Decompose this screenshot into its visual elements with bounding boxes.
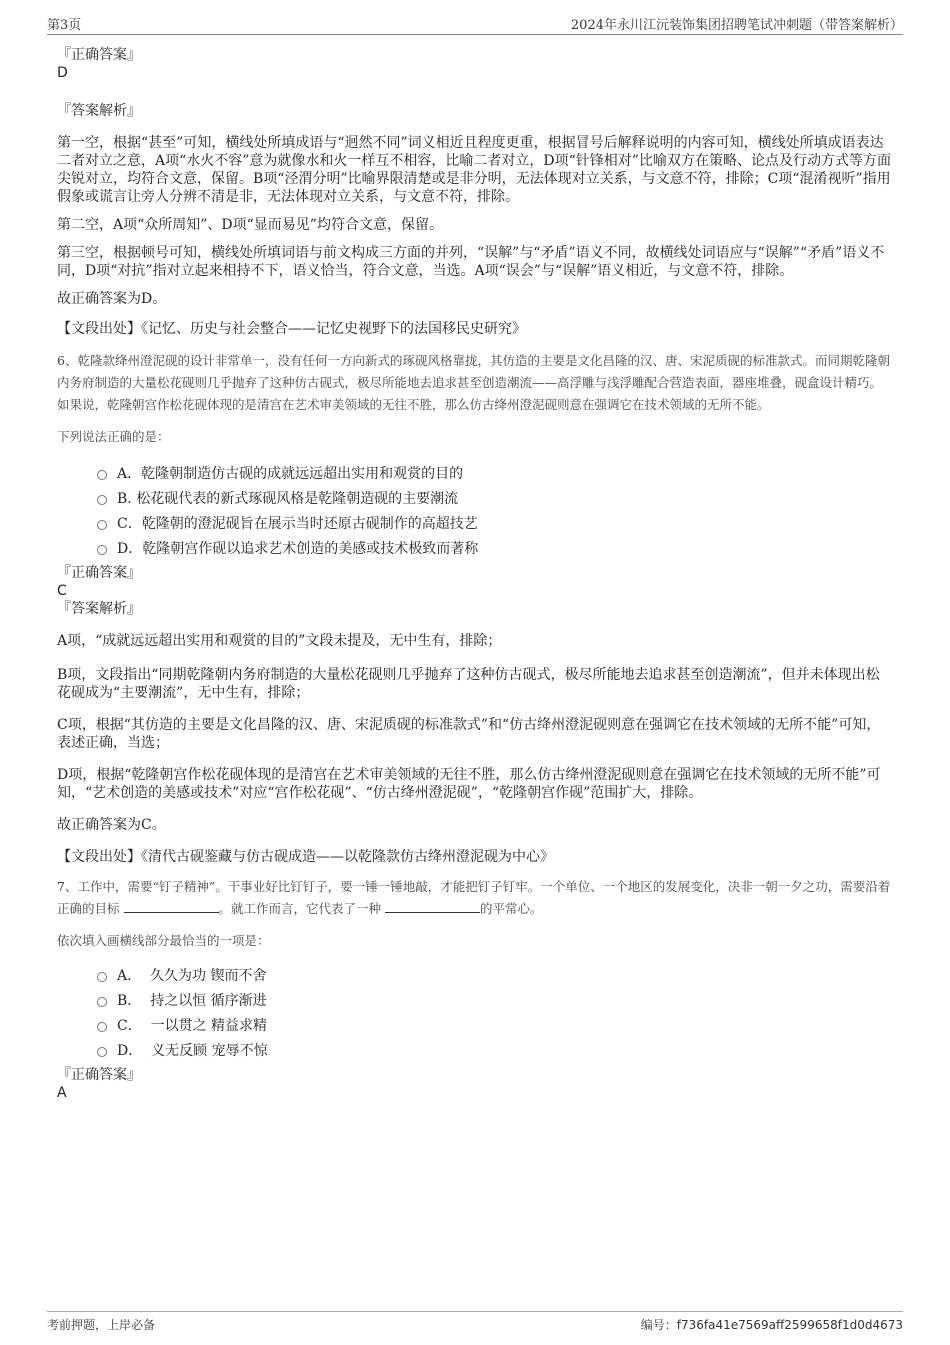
page-content [57,46,893,1102]
q5-source: 【文段出处】《记忆、历史与社会整合——记忆史视野下的法国移民史研究》 [57,321,526,337]
q6-option-c[interactable]: C．乾隆朝的澄泥砚旨在展示当时还原古砚制作的高超技艺 [97,510,893,535]
q6-source: 【文段出处】《清代古砚鉴藏与仿古砚成造——以乾隆款仿古绛州澄泥砚为中心》 [57,849,554,865]
q6-options [57,460,893,560]
q6-conclusion: 故正确答案为C。 [57,817,166,833]
q7-options [57,962,893,1062]
q6-answer: C [57,583,67,599]
q6-analysis-b: B项，文段指出“同期乾隆朝内务府制造的大量松花砚则几乎抛弃了这种仿古砚式，极尽所能地去追求甚至创造潮流”，但并未体现出松花砚成为“主要潮流”，无中生有，排除； [57,667,880,701]
radio-icon[interactable] [97,495,107,505]
q7-answer-label: 『正确答案』 [57,1067,141,1083]
radio-icon[interactable] [97,997,107,1007]
q6-option-b[interactable]: B. 松花砚代表的新式琢砚风格是乾隆朝造砚的主要潮流 [97,485,893,510]
document-title: 2024年永川江沅装饰集团招聘笔试冲刺题（带答案解析） [570,18,903,33]
radio-icon[interactable] [97,470,107,480]
q5-answer-label: 『正确答案』 [57,47,141,63]
q6-answer-label: 『正确答案』 [57,565,141,581]
q7-answer: A [57,1085,67,1101]
page-header [47,12,903,35]
q6-analysis-d: D项，根据“乾隆朝宫作松花砚体现的是清宫在艺术审美领域的无往不胜，那么仿古绛州澄泥砚则意在强调它在技术领域的无所不能”可知，“艺术创造的美感或技术”对应“宫作松花砚”、“仿古绛州澄泥砚”，“乾隆朝宫作砚”范围扩大，排除。 [57,767,881,801]
q6-option-d[interactable]: D．乾隆朝宫作砚以追求艺术创造的美感或技术极致而著称 [97,535,893,560]
q7-prompt: 依次填入画横线部分最恰当的一项是： [57,933,270,948]
radio-icon[interactable] [97,972,107,982]
q6-analysis-a: A项，“成就远远超出实用和观赏的目的”文段未提及，无中生有，排除； [57,633,502,649]
q7-stem: 7、工作中，需要“钉子精神”。干事业好比钉钉子，要一锤一锤地敲，才能把钉子钉牢。一个单位、一个地区的发展变化，决非一朝一夕之功，需要沿着正确的目标 。就工作而言，它代表了一种 的平常心。 [57,879,891,916]
radio-icon[interactable] [97,545,107,555]
q6-analysis-c: C项，根据“其仿造的主要是文化昌隆的汉、唐、宋泥质砚的标准款式”和“仿古绛州澄泥砚则意在强调它在技术领域的无所不能”可知，表述正确，当选； [57,717,881,751]
fill-blank-2 [385,900,480,913]
q6-option-a[interactable]: A．乾隆朝制造仿古砚的成就远远超出实用和观赏的目的 [97,460,893,485]
radio-icon[interactable] [97,520,107,530]
q7-option-a[interactable]: A． 久久为功 锲而不舍 [97,962,893,987]
q7-option-c[interactable]: C． 一以贯之 精益求精 [97,1012,893,1037]
fill-blank-1 [124,900,219,913]
q6-stem: 6、乾隆款绛州澄泥砚的设计非常单一，没有任何一方向新式的琢砚风格靠拢，其仿造的主要是文化昌隆的汉、唐、宋泥质砚的标准款式。而同期乾隆朝内务府制造的大量松花砚则几乎抛弃了这种仿古砚式，极尽所能地去追求甚至创造潮流——高浮雕与浅浮雕配合营造表面，器座堆叠，砚盒设计精巧。如果说，乾隆朝宫作松花砚体现的是清宫在艺术审美领域的无往不胜，那么仿古绛州澄泥砚则意在强调它在技术领域的无所不能。 [57,353,890,412]
q5-analysis-blank2: 第二空，A项“众所周知”、D项“显而易见”均符合文意，保留。 [57,217,443,233]
q5-analysis-blank3: 第三空，根据顿号可知，横线处所填词语与前文构成三方面的并列，“误解”与“矛盾”语义不同，故横线处词语应与“误解”“矛盾”语义不同，D项“对抗”指对立起来相持不下，语义恰当，符合文意，当选。A项“误会”与“误解”语义相近，与文意不符，排除。 [57,245,885,279]
page-footer [47,1311,903,1333]
q5-conclusion: 故正确答案为D。 [57,291,167,307]
q5-answer: D [57,65,68,81]
footer-slogan: 考前押题，上岸必备 [47,1318,156,1332]
radio-icon[interactable] [97,1047,107,1057]
q5-analysis-label: 『答案解析』 [57,103,141,119]
page-number: 第3页 [47,18,82,33]
q6-prompt: 下列说法正确的是： [57,429,170,444]
q7-option-b[interactable]: B． 持之以恒 循序渐进 [97,987,893,1012]
document-code: 编号：f736fa41e7569aff2599658f1d0d4673 [640,1318,903,1332]
q6-analysis-label: 『答案解析』 [57,601,141,617]
radio-icon[interactable] [97,1022,107,1032]
q5-analysis-blank1: 第一空，根据“甚至”可知，横线处所填成语与“迥然不同”词义相近且程度更重，根据冒号后解释说明的内容可知，横线处所填成语表达二者对立之意，A项“水火不容”意为就像水和火一样互不相容，比喻二者对立，D项“针锋相对”比喻双方在策略、论点及行动方式等方面尖锐对立，均符合文意，保留。B项“泾渭分明”比喻界限清楚或是非分明，无法体现对立关系，与文意不符，排除；C项“混淆视听”指用假象或谎言让旁人分辨不清是非，无法体现对立关系，与文意不符，排除。 [57,135,891,205]
q7-option-d[interactable]: D． 义无反顾 宠辱不惊 [97,1037,893,1062]
